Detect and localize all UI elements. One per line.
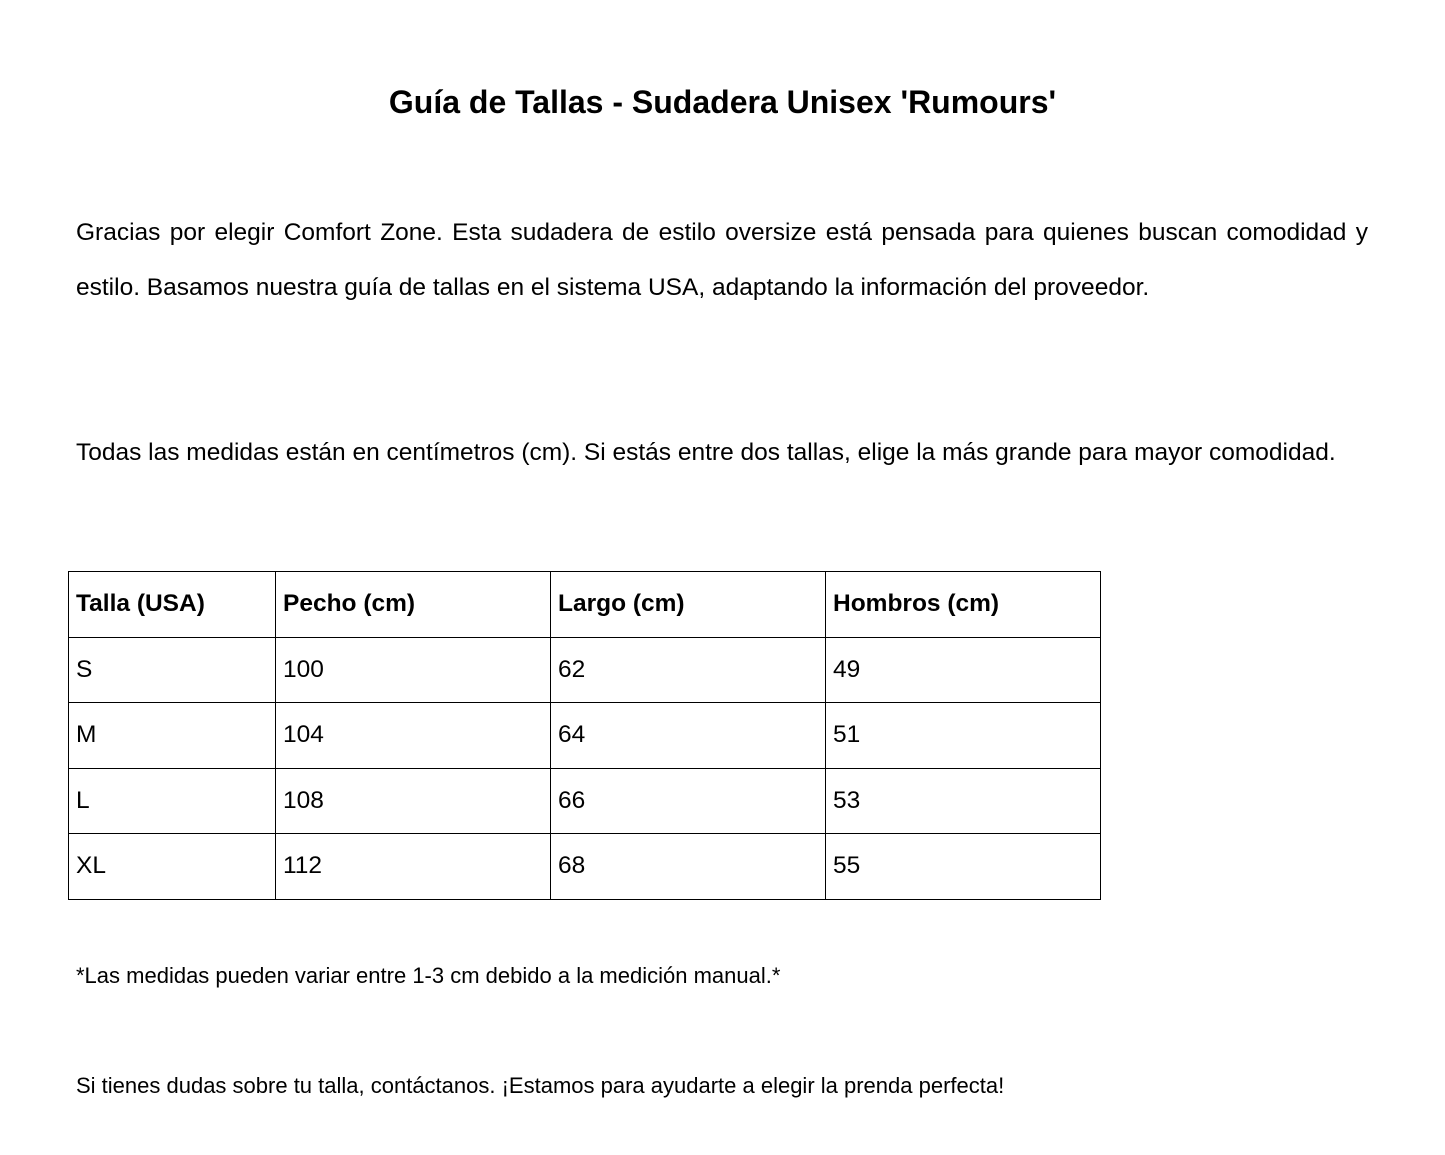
cell-length: 66	[551, 768, 826, 834]
table-row	[69, 637, 1101, 703]
cell-length: 62	[551, 637, 826, 703]
cell-chest: 100	[276, 637, 551, 703]
header-length: Largo (cm)	[551, 572, 826, 638]
header-chest: Pecho (cm)	[276, 572, 551, 638]
size-table	[68, 571, 1101, 900]
cell-size: XL	[69, 834, 276, 900]
contact-note: Si tienes dudas sobre tu talla, contáctanos. ¡Estamos para ayudarte a elegir la prenda perfecta!	[76, 1073, 1005, 1098]
table-row	[69, 768, 1101, 834]
cell-shoulders: 51	[826, 703, 1101, 769]
table-row	[69, 834, 1101, 900]
cell-length: 68	[551, 834, 826, 900]
page-title: Guía de Tallas - Sudadera Unisex 'Rumours'	[388, 84, 1057, 120]
cell-length: 64	[551, 703, 826, 769]
table-row	[69, 703, 1101, 769]
cell-size: L	[69, 768, 276, 834]
header-shoulders: Hombros (cm)	[826, 572, 1101, 638]
cell-shoulders: 55	[826, 834, 1101, 900]
cell-size: M	[69, 703, 276, 769]
header-size: Talla (USA)	[69, 572, 276, 638]
disclaimer-note: *Las medidas pueden variar entre 1-3 cm debido a la medición manual.*	[76, 963, 781, 988]
cell-chest: 108	[276, 768, 551, 834]
cell-shoulders: 53	[826, 768, 1101, 834]
cell-shoulders: 49	[826, 637, 1101, 703]
cell-chest: 104	[276, 703, 551, 769]
cell-size: S	[69, 637, 276, 703]
intro-paragraph: Gracias por elegir Comfort Zone. Esta sudadera de estilo oversize está pensada para quienes buscan comodidad y estilo. Basamos nuestra guía de tallas en el sistema USA, adaptando la información del proveedor.	[76, 219, 1368, 301]
cell-chest: 112	[276, 834, 551, 900]
units-paragraph: Todas las medidas están en centímetros (cm). Si estás entre dos tallas, elige la más grande para mayor comodidad.	[76, 439, 1336, 466]
table-header-row	[69, 572, 1101, 638]
